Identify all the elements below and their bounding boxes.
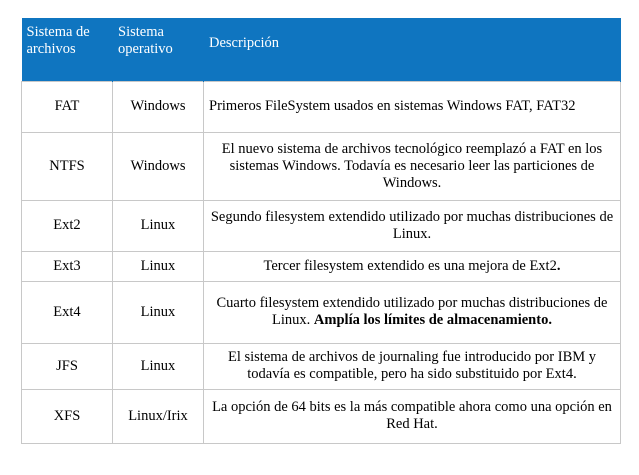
cell-filesystem: JFS — [22, 343, 113, 389]
cell-os: Linux — [113, 251, 204, 281]
table-row — [22, 281, 621, 343]
description-text: Tercer filesystem extendido es una mejora de Ext2 — [263, 257, 557, 274]
cell-filesystem: Ext4 — [22, 281, 113, 343]
cell-description — [204, 281, 621, 343]
cell-description — [204, 81, 621, 132]
cell-os: Windows — [113, 132, 204, 200]
header-os: Sistema operativo — [113, 18, 204, 81]
cell-os: Windows — [113, 81, 204, 132]
cell-filesystem: NTFS — [22, 132, 113, 200]
description-text: El sistema de archivos de journaling fue introducido por IBM y todavía es compatible, pero ha sido substituido por Ext4. — [227, 349, 597, 382]
description-text: Primeros FileSystem usados en sistemas Windows FAT, FAT32 — [209, 98, 576, 114]
cell-description — [204, 200, 621, 251]
table-row — [22, 343, 621, 389]
description-text: Segundo filesystem extendido utilizado por muchas distribuciones de Linux. — [210, 208, 614, 242]
description-text: La opción de 64 bits es la más compatible ahora como una opción en Red Hat. — [212, 399, 612, 432]
table-row — [22, 389, 621, 443]
description-bold-text: Amplía los límites de almacenamiento. — [313, 312, 552, 328]
cell-os: Linux/Irix — [113, 389, 204, 443]
table-row — [22, 132, 621, 200]
cell-filesystem: XFS — [22, 389, 113, 443]
table-row — [22, 81, 621, 132]
cell-os: Linux — [113, 281, 204, 343]
header-filesystem: Sistema de archivos — [22, 18, 113, 81]
table-row — [22, 251, 621, 281]
cell-os: Linux — [113, 343, 204, 389]
header-row — [22, 18, 621, 81]
table-row — [22, 200, 621, 251]
header-description: Descripción — [204, 18, 621, 81]
cell-filesystem: Ext2 — [22, 200, 113, 251]
description-text: Cuarto filesystem extendido utilizado por muchas distribuciones de Linux. — [216, 295, 608, 328]
description-bold-text: . — [556, 257, 561, 274]
cell-description — [204, 343, 621, 389]
cell-description — [204, 389, 621, 443]
cell-os: Linux — [113, 200, 204, 251]
description-text: El nuevo sistema de archivos tecnológico reemplazó a FAT en los sistemas Windows. Todavía es necesario leer las particiones de Windows. — [221, 140, 603, 191]
cell-filesystem: Ext3 — [22, 251, 113, 281]
cell-description — [204, 132, 621, 200]
cell-filesystem: FAT — [22, 81, 113, 132]
filesystems-table — [21, 18, 621, 444]
cell-description — [204, 251, 621, 281]
